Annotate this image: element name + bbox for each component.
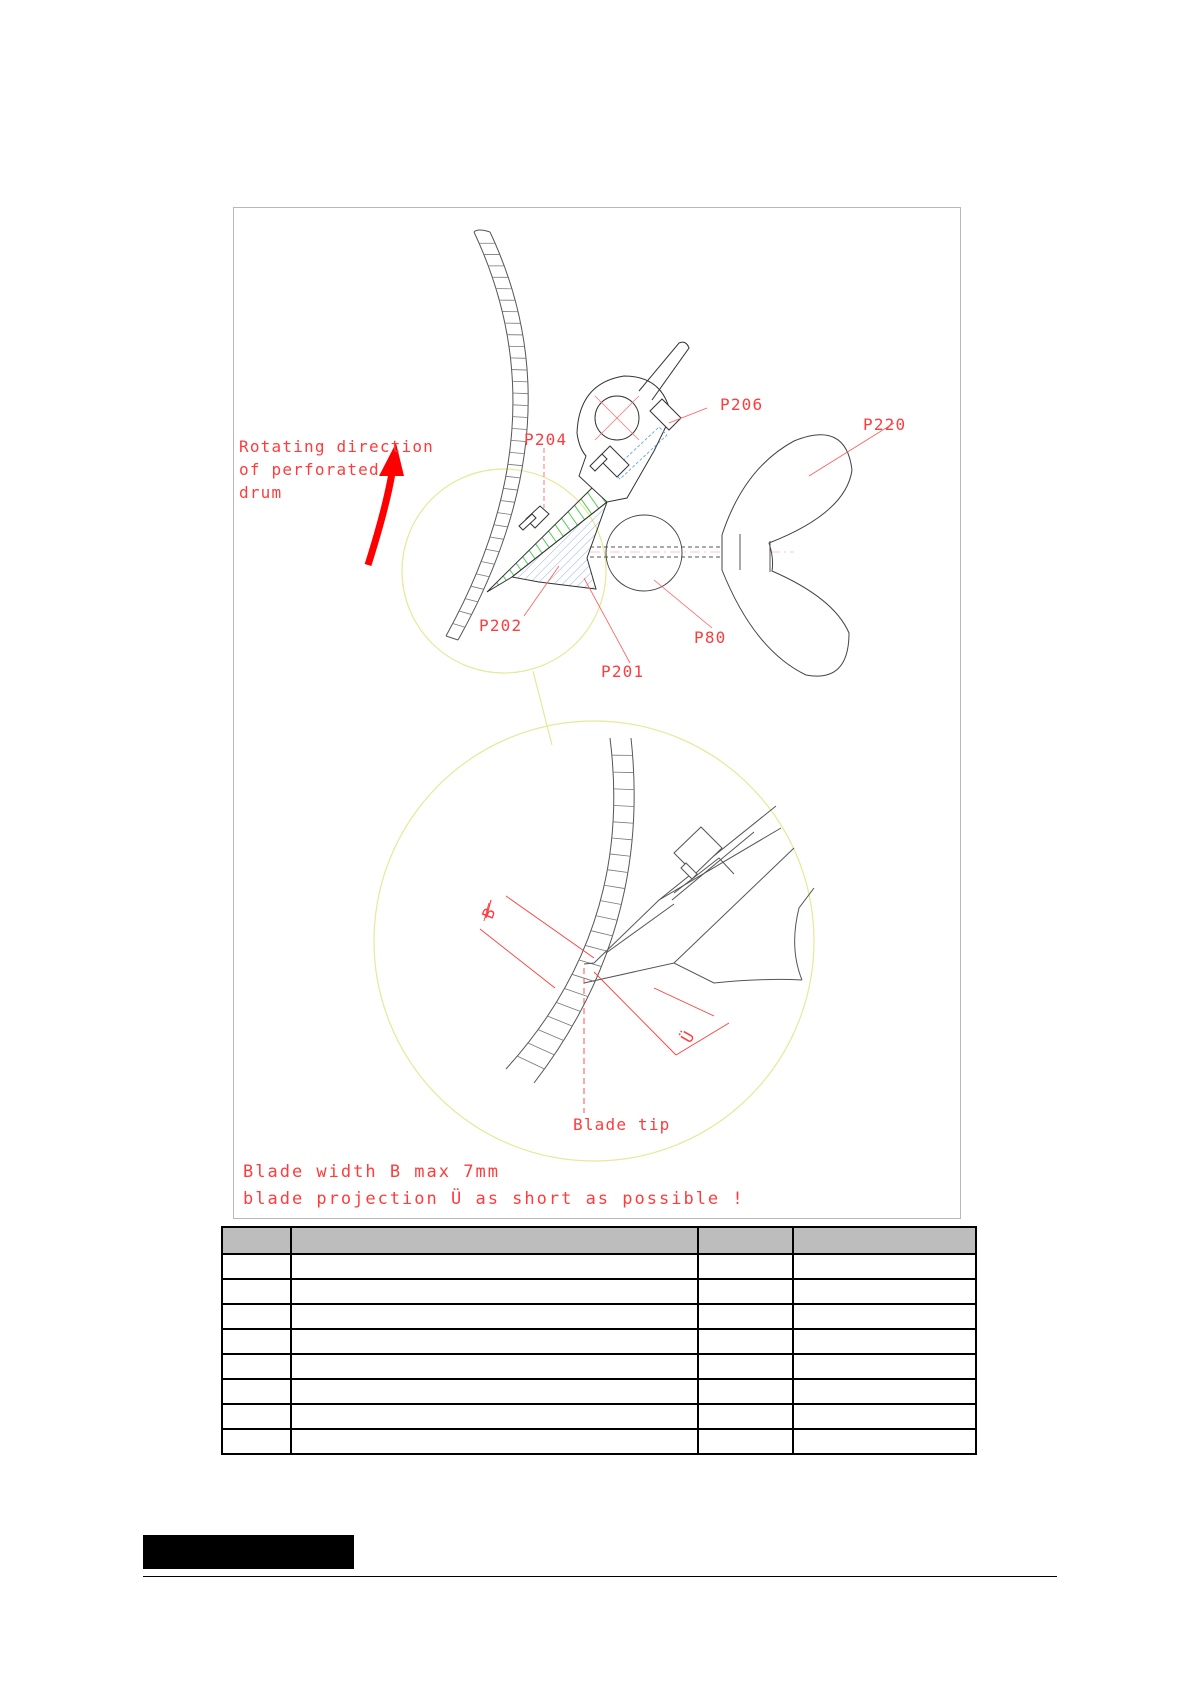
table-cell — [291, 1429, 698, 1454]
drum-perforation — [513, 405, 528, 406]
drum-perforation — [538, 1030, 564, 1041]
table-cell — [291, 1329, 698, 1354]
drum-perforation — [612, 838, 632, 840]
table-cell — [291, 1354, 698, 1379]
footer-rule — [143, 1576, 1057, 1577]
table-cell — [793, 1429, 976, 1454]
drum-perforation — [481, 562, 494, 565]
table-cell — [222, 1304, 291, 1329]
nut-lower — [674, 827, 722, 879]
table-cell — [291, 1379, 698, 1404]
drawing-frame — [233, 207, 961, 1219]
table-cell — [222, 1329, 291, 1354]
drum-perforation — [572, 974, 595, 981]
drum-perforation — [556, 1002, 580, 1011]
drum-perforation — [497, 513, 511, 515]
dimension-lines — [480, 896, 729, 1113]
drum-perforation — [528, 1043, 554, 1055]
drum-perforation — [508, 464, 523, 465]
table-header-cell — [698, 1227, 793, 1254]
drum-perforation — [453, 623, 465, 627]
drum-perforation — [510, 452, 525, 453]
technical-drawing — [234, 208, 962, 1220]
footer-logo-bar — [143, 1535, 354, 1569]
drum-perforation — [565, 988, 589, 996]
drum-perforation — [513, 417, 528, 418]
table-cell — [291, 1404, 698, 1429]
drum-perforation — [614, 789, 634, 790]
table-cell — [291, 1254, 698, 1279]
label-p220: P220 — [863, 415, 907, 434]
table-header-cell — [222, 1227, 291, 1254]
drum-perforation — [501, 500, 515, 502]
table-cell — [222, 1379, 291, 1404]
drum-perforation — [607, 870, 628, 873]
drum-perforation — [613, 822, 633, 823]
label-p206: P206 — [720, 395, 764, 414]
table-cell — [698, 1429, 793, 1454]
drum-perforation — [494, 525, 508, 527]
label-p80: P80 — [694, 628, 727, 647]
drum-perforation — [591, 931, 613, 936]
table-cell — [222, 1354, 291, 1379]
table-row — [222, 1404, 976, 1429]
note-blade-projection: blade projection Ü as short as possible ! — [243, 1189, 745, 1209]
drum-perforation — [459, 611, 471, 615]
holder-p201 — [512, 502, 607, 589]
drum-perforation — [486, 549, 499, 552]
table-row — [222, 1429, 976, 1454]
detail-connector — [533, 671, 552, 745]
table-row — [222, 1279, 976, 1304]
drum-perforation — [490, 537, 504, 539]
table-cell — [291, 1304, 698, 1329]
label-blade-tip: Blade tip — [573, 1115, 671, 1134]
drum-perforation — [513, 393, 528, 394]
wing-nut-p220 — [722, 435, 852, 676]
table-cell — [793, 1379, 976, 1404]
detail-circle-large — [374, 721, 814, 1161]
table-cell — [793, 1304, 976, 1329]
drum-perforation — [465, 599, 478, 602]
label-p201: P201 — [601, 662, 645, 681]
dim-label-u: Ü — [677, 1027, 699, 1046]
drum-perforation — [503, 488, 517, 490]
table-header-cell — [291, 1227, 698, 1254]
table-cell — [698, 1379, 793, 1404]
table-row — [222, 1304, 976, 1329]
table-cell — [698, 1354, 793, 1379]
table-header-cell — [793, 1227, 976, 1254]
note-blade-width: Blade width B max 7mm — [243, 1162, 500, 1182]
table-cell — [793, 1279, 976, 1304]
table-cell — [698, 1329, 793, 1354]
blade-nut — [519, 506, 549, 530]
table-row — [222, 1254, 976, 1279]
label-p202: P202 — [479, 616, 523, 635]
drum-perforation — [471, 586, 484, 589]
drum-perforation — [604, 885, 625, 888]
drum-perforation — [506, 476, 520, 478]
table-cell — [793, 1354, 976, 1379]
table-cell — [793, 1329, 976, 1354]
table-cell — [698, 1254, 793, 1279]
drum-perforation — [610, 854, 630, 856]
table-row — [222, 1329, 976, 1354]
drum-perforations-lower — [517, 755, 634, 1069]
table-cell — [291, 1279, 698, 1304]
perforated-drum-lower — [506, 738, 634, 1083]
label-rotating-1: Rotating direction — [239, 437, 434, 456]
table-cell — [222, 1254, 291, 1279]
drum-perforation — [476, 574, 489, 577]
drum-perforation — [614, 805, 634, 806]
drum-perforation — [512, 381, 527, 382]
table-cell — [793, 1254, 976, 1279]
drum-perforation — [596, 916, 617, 921]
parts-table — [221, 1226, 977, 1455]
table-cell — [222, 1404, 291, 1429]
table-cell — [698, 1404, 793, 1429]
table-header-row — [222, 1227, 976, 1254]
table-cell — [698, 1279, 793, 1304]
table-cell — [793, 1404, 976, 1429]
label-p204: P204 — [524, 430, 568, 449]
dim-label-b: B — [478, 904, 500, 922]
drum-perforation — [600, 901, 621, 905]
table-row — [222, 1379, 976, 1404]
label-rotating-3: drum — [239, 483, 283, 502]
drum-perforation — [548, 1016, 573, 1026]
table-cell — [222, 1279, 291, 1304]
label-rotating-2: of perforated — [239, 460, 380, 479]
ball-p80 — [606, 515, 682, 591]
table-cell — [222, 1429, 291, 1454]
table-cell — [698, 1304, 793, 1329]
perforated-drum-upper — [446, 230, 528, 640]
table-row — [222, 1354, 976, 1379]
drum-perforation — [517, 1056, 544, 1069]
drum-perforation — [585, 945, 607, 951]
